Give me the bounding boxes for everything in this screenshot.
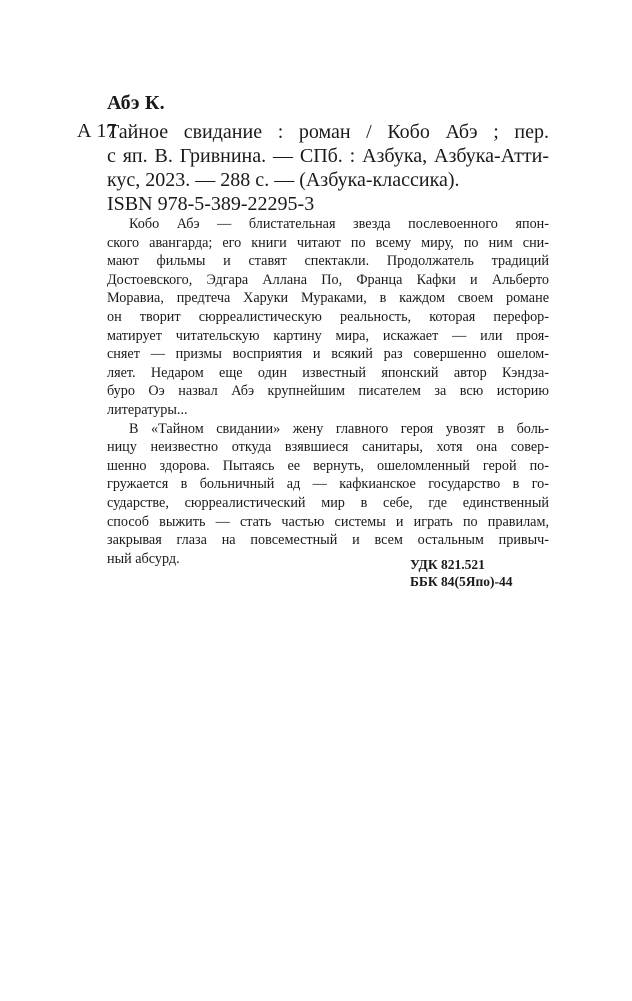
annotation-line: ный абсурд. (107, 550, 180, 567)
annotation-line: буро Оэ назвал Абэ крупнейшим писателем за всю историю (107, 383, 549, 400)
annotation-line: закрывая глаза на повсеместный и всем остальным привыч- (107, 532, 549, 549)
annotation (107, 215, 549, 568)
annotation-line: В «Тайном свидании» жену главного героя увозят в боль- (129, 420, 549, 437)
classification-codes (410, 556, 513, 590)
annotation-line: Моравиа, предтеча Харуки Мураками, в каждом своем романе (107, 290, 549, 307)
annotation-line: он творит сюрреалистическую реальность, которая перефор- (107, 308, 549, 325)
annotation-line: Достоевского, Эдгара Аллана По, Франца Кафки и Альберто (107, 271, 549, 288)
bibliographic-line: кус, 2023. — 288 с. — (Азбука-классика). (107, 169, 460, 191)
bibliographic-line: Тайное свидание : роман / Кобо Абэ ; пер. (107, 121, 549, 143)
author-index: А 17 (77, 120, 117, 142)
annotation-line: сняет — призмы восприятия и всякий раз совершенно ошелом- (107, 346, 549, 363)
annotation-line: шенно здорова. Пытаясь ее вернуть, ошеломленный герой по- (107, 457, 549, 474)
annotation-line: ского авангарда; его книги читают по всему миру, по ним сни- (107, 234, 549, 251)
bibliographic-line: с яп. В. Гривнина. — СПб. : Азбука, Азбука-Атти- (107, 145, 549, 167)
annotation-line: литературы... (107, 401, 188, 418)
udk-code: УДК 821.521 (410, 557, 485, 572)
annotation-line: матирует читательскую картину мира, искажает — или проя- (107, 327, 549, 344)
annotation-line: ляет. Недаром еще один известный японский автор Кэндза- (107, 364, 549, 381)
annotation-line: Кобо Абэ — блистательная звезда послевоенного япон- (129, 216, 549, 232)
bibliographic-description (107, 120, 549, 216)
author-heading: Абэ К. (107, 92, 165, 114)
annotation-line: гружается в больничный ад — кафкианское государство в го- (107, 476, 549, 493)
annotation-line: способ выжить — стать частью системы и играть по правилам, (107, 513, 549, 530)
bbk-code: ББК 84(5Япо)-44 (410, 574, 513, 589)
isbn: ISBN 978-5-389-22295-3 (107, 193, 315, 215)
annotation-line: ницу неизвестно откуда взявшиеся санитары, хотя она совер- (107, 439, 549, 456)
annotation-line: сударстве, сюрреалистический мир в себе, где единственный (107, 494, 549, 511)
annotation-line: мают фильмы и ставят спектакли. Продолжатель традиций (107, 253, 549, 270)
